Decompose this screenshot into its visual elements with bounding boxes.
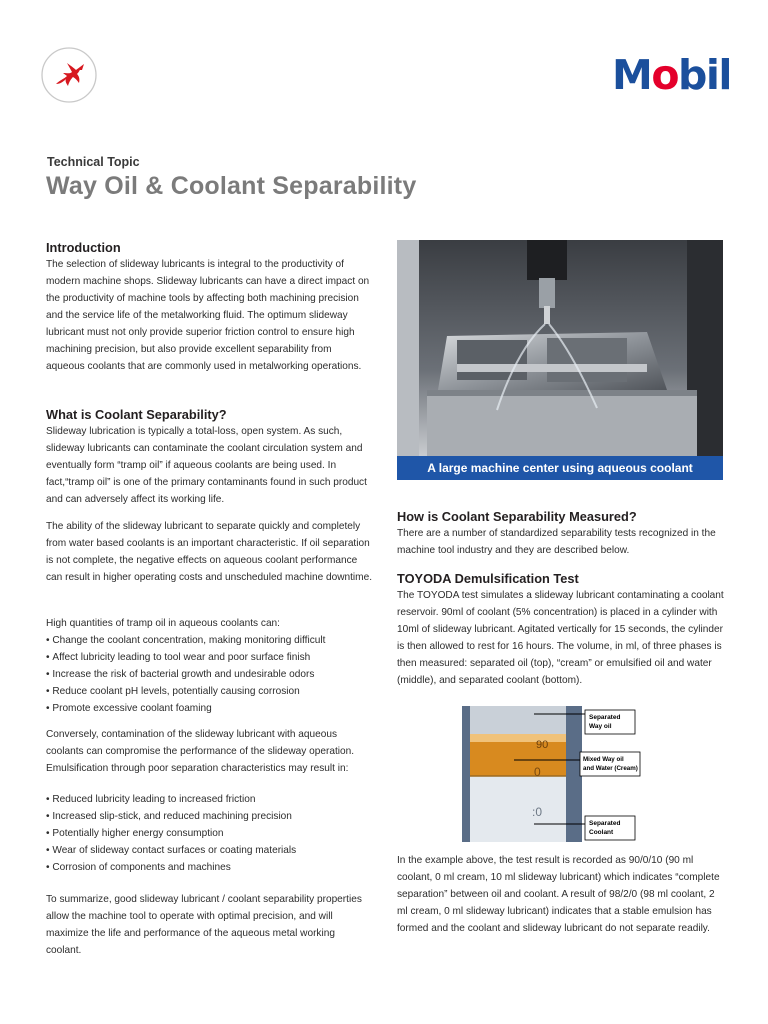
separability-paragraph-2: The ability of the slideway lubricant to separate quickly and completely from water based coolants is an important characteristic. If oil separation is not complete, the negative effects on aqueous coolant performance can result in higher operating costs and unscheduled machine downtime. [46,521,373,583]
list-item: • Change the coolant concentration, making monitoring difficult [46,632,372,649]
list-item: • Reduce coolant pH levels, potentially causing corrosion [46,683,372,700]
separability-heading: What is Coolant Separability? [46,407,227,422]
tramp-oil-effects [46,615,372,717]
pegasus-logo [40,46,98,104]
separability-paragraph-3: Conversely, contamination of the slideway lubricant with aqueous coolants can compromise the performance of the slideway operation. Emulsification through poor separation characteristics may result in: [46,729,355,774]
toyota-heading: TOYODA Demulsification Test [397,571,579,586]
toyota-result-paragraph: In the example above, the test result is recorded as 90/0/10 (90 ml coolant, 0 ml cream, 10 ml slideway lubricant) which indicates “complete separation” between oil and coolant. A result of 98/2/0 (98 ml coolant, 2 ml cream, 0 ml slideway lubricant) indicates that a stable emulsion has formed and the coolant and slideway lubricant do not separate readily. [397,855,720,934]
list-item: • Increased slip-stick, and reduced machining precision [46,808,372,825]
separability-section [46,407,372,508]
separation-cylinder-figure [462,706,642,842]
technical-topic-label: Technical Topic [47,155,140,169]
photo-caption: A large machine center using aqueous coolant [397,456,723,480]
separability-paragraph-1: Slideway lubrication is typically a total-loss, open system. As such, slideway lubricants can contaminate the coolant circulation system and eventually form “tramp oil” if aqueous coolants are being used. In fact,“tramp oil” is one of the primary contaminants found in such product and can adversely affect its working life. [46,426,367,505]
label-separated-way-oil-2: Way oil [589,723,612,730]
measured-paragraph: There are a number of standardized separability tests recognized in the machine tool industry and they are described below. [397,528,716,556]
emulsification-effects [46,791,372,876]
measured-heading: How is Coolant Separability Measured? [397,509,637,524]
cylinder-mark-90: 90 [536,739,549,751]
list-item: • Potentially higher energy consumption [46,825,372,842]
summary-block [46,891,372,959]
cylinder-mark-middle: 0 [534,765,541,779]
list-item: • Reduced lubricity leading to increased friction [46,791,372,808]
measured-section [397,509,727,559]
list1-intro: High quantities of tramp oil in aqueous coolants can: [46,618,280,629]
mobil-logo: Mobil [612,51,731,99]
separability-paragraph-2-block [46,518,372,586]
intro-heading: Introduction [46,240,121,255]
label-mixed-1: Mixed Way oil [583,756,624,763]
intro-paragraph: The selection of slideway lubricants is integral to the productivity of modern machine shops. Slideway lubricants can have a direct impact on the productivity of machine tools by affecting both machining precision and the service life of the metalworking fluid. The optimum slideway lubricant must not only provide superior friction control to ensure high machining precision, but also provide excellent separability from aqueous coolants that are commonly used in metalworking operations. [46,259,370,372]
label-separated-coolant-2: Coolant [589,829,614,836]
page-title: Way Oil & Coolant Separability [46,172,417,200]
tramp-oil-effects-list [46,632,372,717]
label-mixed-2: and Water (Cream) [583,765,638,772]
label-separated-coolant-1: Separated [589,820,621,827]
emulsification-effects-list [46,791,372,876]
machine-center-photo [397,240,723,456]
cylinder-mark-lower: :0 [532,805,543,819]
list-item: • Wear of slideway contact surfaces or coating materials [46,842,372,859]
list-item: • Increase the risk of bacterial growth and undesirable odors [46,666,372,683]
list-item: • Corrosion of components and machines [46,859,372,876]
summary-paragraph: To summarize, good slideway lubricant / coolant separability properties allow the machine tool to operate with optimal precision, and will maximize the life and performance of the aqueous metal working coolant. [46,894,362,956]
list-item: • Affect lubricity leading to tool wear and poor surface finish [46,649,372,666]
toyota-result-block [397,852,727,937]
intro-section [46,240,372,375]
toyota-paragraph: The TOYODA test simulates a slideway lubricant contaminating a coolant reservoir. 90ml of coolant (5% concentration) is placed in a cylinder with 10ml of slideway lubricant. Agitated vertically for 15 seconds, the cylinder is then allowed to rest for 16 hours. The volume, in ml, of three phases is then measured: separated oil (top), “cream” or emulsified oil and water (middle), and separated coolant (bottom). [397,590,724,686]
conversely-block [46,726,372,777]
toyota-section [397,571,727,689]
list-item: • Promote excessive coolant foaming [46,700,372,717]
label-separated-way-oil-1: Separated [589,714,621,721]
